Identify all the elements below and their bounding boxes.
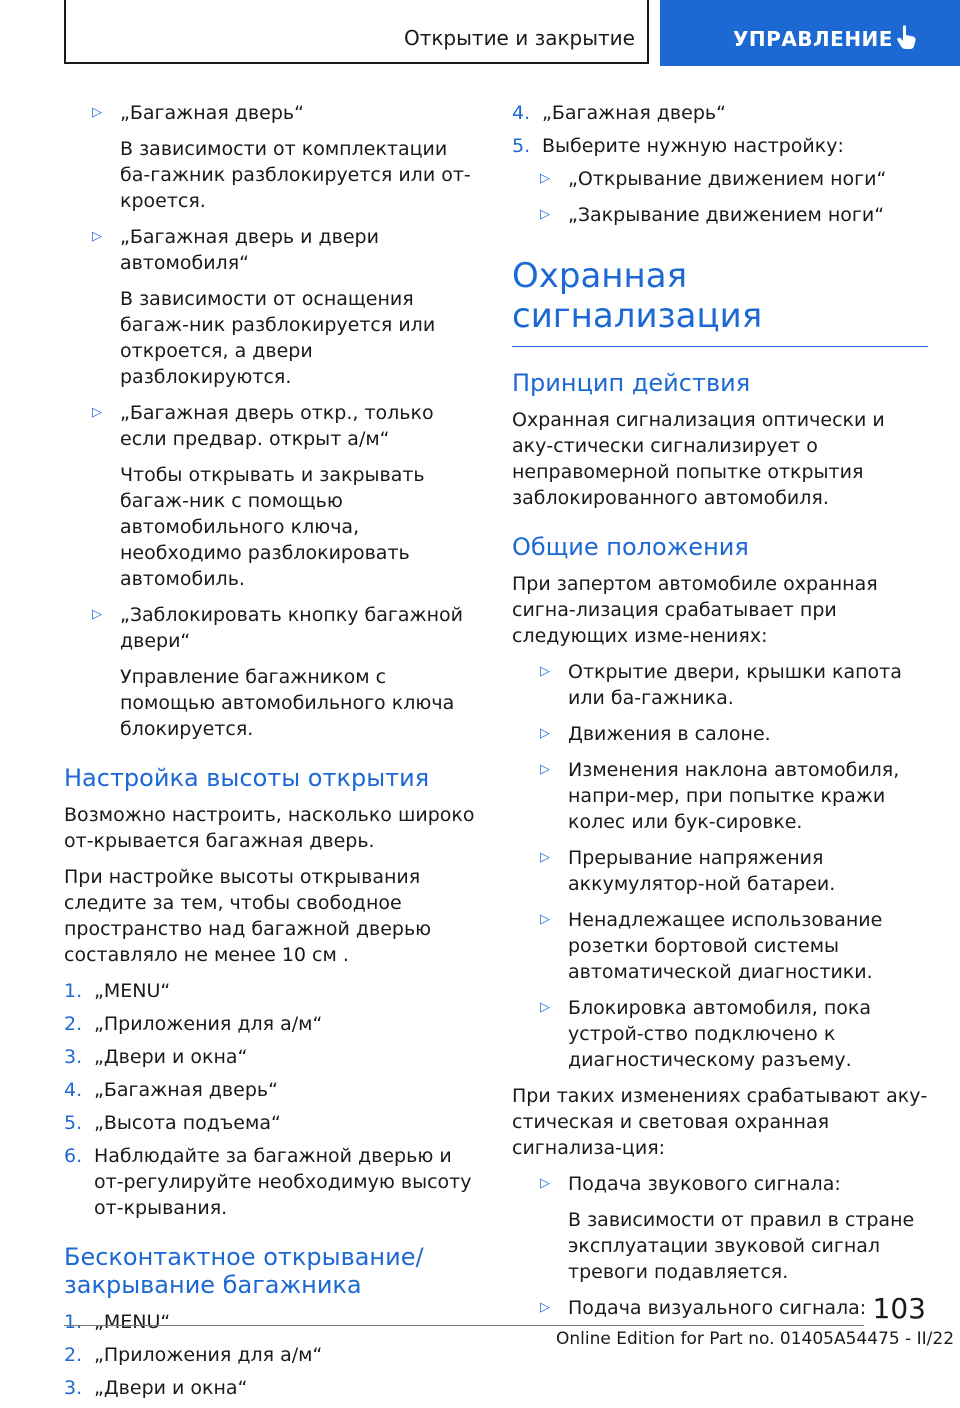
bullet-text: „Открывание движением ноги“: [568, 168, 887, 190]
triangle-bullet-icon: ▷: [540, 912, 550, 927]
list-item: [512, 721, 928, 747]
step-number: 5.: [512, 135, 531, 157]
bullet-text: Изменения наклона автомобиля, напри-мер, при попытке кражи колес или бук-сировке.: [568, 759, 900, 833]
step-item: [64, 1143, 480, 1221]
chapter-title: УПРАВЛЕНИЕ: [733, 27, 893, 51]
bullet-title: „Багажная дверь и двери автомобиля“: [120, 226, 379, 274]
list-item: [512, 202, 928, 228]
edition-text: Online Edition for Part no. 01405A54475 - II/22: [556, 1329, 955, 1349]
right-column: [512, 100, 928, 1331]
list-item: [64, 400, 480, 592]
list-item: [512, 757, 928, 835]
bullet-title: „Багажная дверь откр., только если предвар. открыт а/м“: [120, 402, 434, 450]
triangle-bullet-icon: ▷: [540, 726, 550, 741]
list-item: [512, 1295, 928, 1321]
step-item: [64, 1011, 480, 1037]
bullet-text: В зависимости от оснащения багаж-ник разблокируется или откроется, а двери разблокируются.: [120, 288, 436, 388]
triangle-bullet-icon: ▷: [92, 229, 102, 244]
list-item: [512, 659, 928, 711]
general-heading: Общие положения: [512, 533, 749, 561]
footer-divider: [64, 1325, 864, 1326]
step-text: „Багажная дверь“: [542, 102, 726, 124]
triangle-bullet-icon: ▷: [540, 171, 550, 186]
bullet-text: Управление багажником с помощью автомобильного ключа блокируется.: [120, 666, 455, 740]
bullet-text: „Закрывание движением ноги“: [568, 204, 885, 226]
bullet-title: „Заблокировать кнопку багажной двери“: [120, 604, 464, 652]
bullet-title: Подача звукового сигнала:: [568, 1173, 841, 1195]
step-number: 3.: [64, 1046, 83, 1068]
height-paragraph: Возможно настроить, насколько широко от-крывается багажная дверь.: [64, 804, 475, 852]
step-text: „Двери и окна“: [94, 1377, 248, 1399]
step-text: „Багажная дверь“: [94, 1079, 278, 1101]
step-number: 2.: [64, 1344, 83, 1366]
bullet-text: Открытие двери, крышки капота или ба-гажника.: [568, 661, 902, 709]
section-title: Открытие и закрытие: [403, 26, 635, 50]
bullet-text: В зависимости от правил в стране эксплуатации звуковой сигнал тревоги подавляется.: [568, 1209, 915, 1283]
step-item: [64, 978, 480, 1004]
triangle-bullet-icon: ▷: [540, 1000, 550, 1015]
bullet-text: В зависимости от комплектации ба-гажник разблокируется или от-кроется.: [120, 138, 471, 212]
step-text: Выберите нужную настройку:: [542, 135, 844, 157]
bullet-text: Чтобы открывать и закрывать багаж-ник с помощью автомобильного ключа, необходимо разблокировать автомобиль.: [120, 464, 425, 590]
alarm-heading: Охранная сигнализация: [512, 256, 928, 347]
step-number: 3.: [64, 1377, 83, 1399]
step-text: „MENU“: [94, 980, 171, 1002]
list-item: [64, 224, 480, 390]
triangle-bullet-icon: ▷: [540, 207, 550, 222]
triangle-bullet-icon: ▷: [92, 105, 102, 120]
height-heading: Настройка высоты открытия: [64, 764, 430, 792]
triangle-bullet-icon: ▷: [540, 1176, 550, 1191]
list-item: [64, 602, 480, 742]
general-paragraph: При запертом автомобиле охранная сигна-лизация срабатывает при следующих изме-нениях:: [512, 573, 878, 647]
step-item: [512, 100, 928, 126]
step-item: [64, 1077, 480, 1103]
bullet-text: Блокировка автомобиля, пока устрой-ство подключено к диагностическому разъему.: [568, 997, 872, 1071]
bullet-text: Прерывание напряжения аккумулятор-ной батареи.: [568, 847, 836, 895]
section-header: [64, 0, 649, 64]
principle-paragraph: Охранная сигнализация оптически и аку-стически сигнализирует о неправомерной попытке открытия заблокированного автомобиля.: [512, 409, 885, 509]
list-item: [64, 100, 480, 214]
step-number: 1.: [64, 980, 83, 1002]
hand-pointer-icon: [896, 24, 918, 50]
step-number: 1.: [64, 1311, 83, 1333]
triangle-bullet-icon: ▷: [540, 850, 550, 865]
triangle-bullet-icon: ▷: [540, 1300, 550, 1315]
step-item: [64, 1375, 480, 1401]
height-paragraph: При настройке высоты открывания следите за тем, чтобы свободное пространство над багажной дверью составляло не менее 10 см .: [64, 866, 432, 966]
step-text: Наблюдайте за багажной дверью и от-регулируйте необходимую высоту от-крывания.: [94, 1145, 472, 1219]
chapter-tab: [660, 0, 960, 66]
step-item: [64, 1309, 480, 1335]
step-number: 2.: [64, 1013, 83, 1035]
step-item: [64, 1044, 480, 1070]
step-number: 6.: [64, 1145, 83, 1167]
page-number: 103: [872, 1292, 926, 1325]
step-number: 4.: [64, 1079, 83, 1101]
triangle-bullet-icon: ▷: [540, 664, 550, 679]
bullet-text: Ненадлежащее использование розетки бортовой системы автоматической диагностики.: [568, 909, 883, 983]
triangle-bullet-icon: ▷: [92, 405, 102, 420]
list-item: [512, 995, 928, 1073]
list-item: [512, 907, 928, 985]
list-item: [512, 1171, 928, 1285]
bullet-text: Движения в салоне.: [568, 723, 771, 745]
step-number: 4.: [512, 102, 531, 124]
step-text: „Двери и окна“: [94, 1046, 248, 1068]
response-paragraph: При таких изменениях срабатывают аку-стическая и световая охранная сигнализа-ция:: [512, 1085, 928, 1159]
step-item: [64, 1342, 480, 1368]
step-text: „Приложения для а/м“: [94, 1344, 323, 1366]
triangle-bullet-icon: ▷: [92, 607, 102, 622]
step-text: „Высота подъема“: [94, 1112, 281, 1134]
step-item: [512, 133, 928, 159]
contactless-heading: Бесконтактное открывание/ закрывание багажника: [64, 1243, 424, 1299]
principle-heading: Принцип действия: [512, 369, 751, 397]
step-item: [64, 1110, 480, 1136]
step-number: 5.: [64, 1112, 83, 1134]
left-column: [64, 100, 480, 1408]
step-text: „Приложения для а/м“: [94, 1013, 323, 1035]
list-item: [512, 166, 928, 192]
triangle-bullet-icon: ▷: [540, 762, 550, 777]
bullet-title: „Багажная дверь“: [120, 102, 304, 124]
list-item: [512, 845, 928, 897]
bullet-title: Подача визуального сигнала:: [568, 1297, 867, 1319]
step-text: „MENU“: [94, 1311, 171, 1333]
